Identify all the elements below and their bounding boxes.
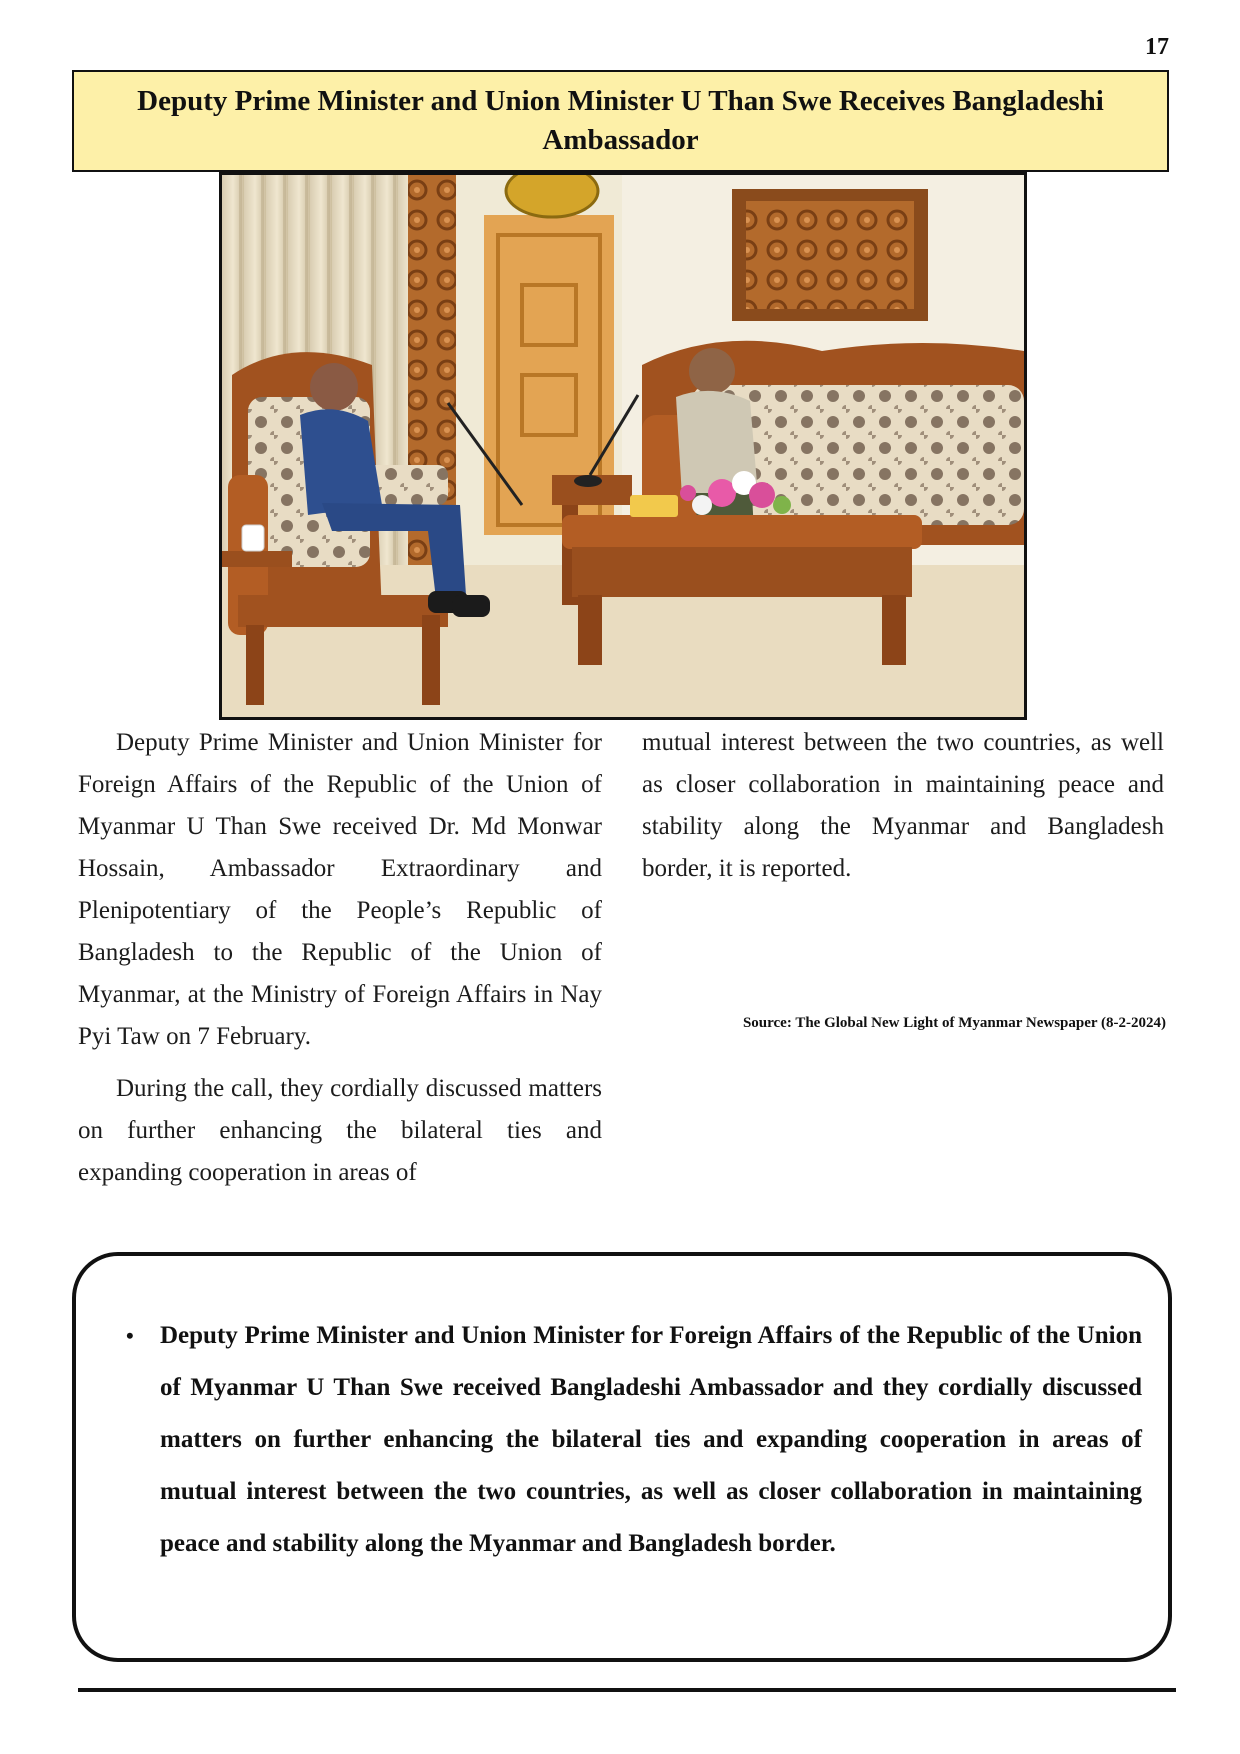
summary-list [96,1310,1142,1570]
summary-box [72,1252,1172,1662]
article-paragraph-3: mutual interest between the two countries, as well as closer collaboration in maintaining peace and stability along the Myanmar and Bangladesh border, it is reported. [642,729,1164,882]
article-left-column [78,722,602,1194]
article-paragraph-2: During the call, they cordially discussed matters on further enhancing the bilateral ties and expanding cooperation in areas of [78,1075,602,1186]
article-title-box [72,70,1169,172]
summary-text: Deputy Prime Minister and Union Minister for Foreign Affairs of the Republic of the Union of Myanmar U Than Swe received Bangladeshi Ambassador and they cordially discussed matters on further enhancing the bilateral ties and expanding cooperation in areas of mutual interest between the two countries, as well as closer collaboration in maintaining peace and stability along the Myanmar and Bangladesh border. [160,1322,1142,1557]
summary-item [126,1310,1142,1570]
page-number: 17 [1145,34,1169,60]
footer-divider [78,1688,1176,1692]
article-paragraph-1: Deputy Prime Minister and Union Minister for Foreign Affairs of the Republic of the Union of Myanmar U Than Swe received Dr. Md Monwar Hossain, Ambassador Extraordinary and Plenipotentiary of the People’s Republic of Bangladesh to the Republic of the Union of Myanmar, at the Ministry of Foreign Affairs in Nay Pyi Taw on 7 February. [78,729,602,1050]
article-title: Deputy Prime Minister and Union Minister U Than Swe Receives Bangladeshi Ambassador [137,85,1104,156]
meeting-photo-illustration [222,175,1024,717]
source-citation: Source: The Global New Light of Myanmar Newspaper (8-2-2024) [742,1015,1166,1031]
meeting-photo [219,172,1027,720]
bullet-icon: • [126,1323,134,1348]
article-right-column [642,722,1164,890]
